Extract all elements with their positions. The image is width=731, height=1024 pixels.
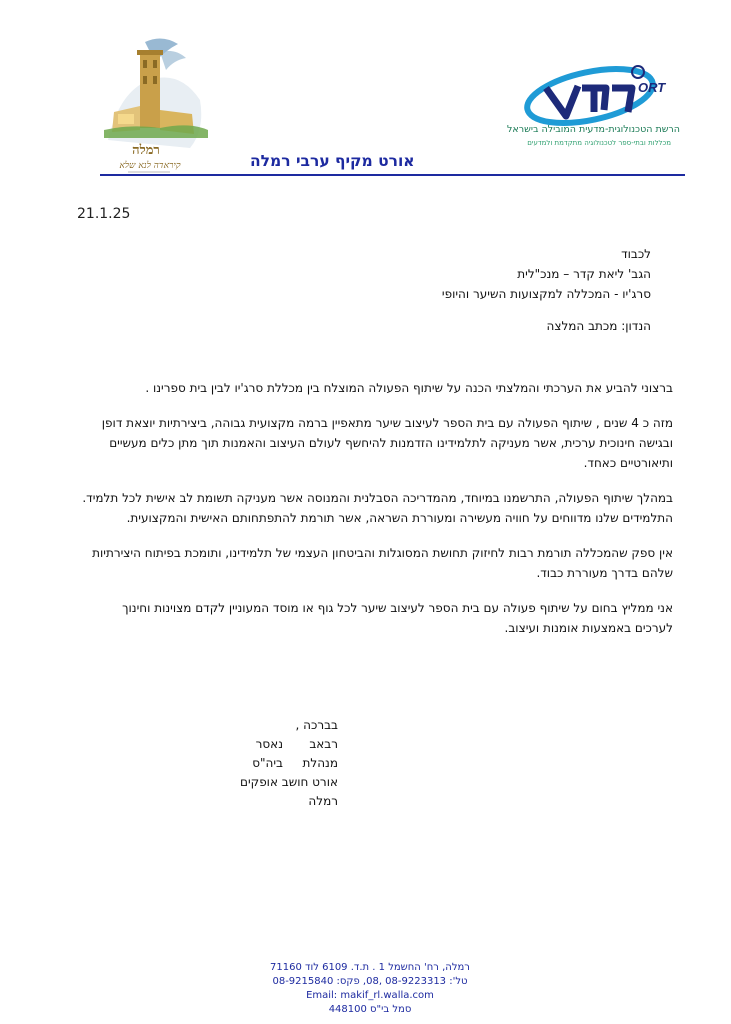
- body-paragraph-2: מזה כ 4 שנים , שיתוף הפעולה עם בית הספר לעיצוב שיער מתאפיין ברמה מקצועית גבוהה, ביצירתיות יוצאת דופן ובגישה חינוכית ערכית, אשר מעניקה לתלמידינו הזדמנות להיחשף לעולם העיצוב והאמנות תוך מתן כלים מעשיים ותיאורטיים כאחד.: [101, 416, 673, 470]
- signature-role-1: מנהלת: [302, 756, 338, 770]
- signature-last-name: נאסר: [255, 737, 283, 751]
- address-line-1: לכבוד: [621, 247, 651, 261]
- footer-phone: טל': 08-9223313 ,08, פקס: 08-9215840: [272, 976, 468, 987]
- signature-block: [218, 716, 338, 811]
- school-title: אורט מקיף ערבי רמלה: [250, 152, 415, 170]
- header-divider: [100, 174, 685, 176]
- signature-role: [218, 754, 338, 773]
- ramla-logo: [100, 30, 210, 180]
- signature-city: רמלה: [308, 794, 338, 808]
- address-line-2: הגב' ליאת קדר – מנכ"לית: [517, 267, 651, 281]
- signature-greeting: בברכה ,: [295, 718, 338, 732]
- signature-role-2: ביה"ס: [252, 756, 283, 770]
- body-paragraph-5: אני ממליץ בחום על שיתוף פעולה עם בית הספר לעיצוב שיער לכל גוף או מוסד המעוניין לקדם מצוינות וחינוך לערכים באמצעות אומנות ועיצוב.: [122, 601, 673, 635]
- ramla-logo-text: רמלה: [132, 143, 160, 158]
- footer-school-code: סמל בי"ס 448100: [328, 1004, 412, 1015]
- body-paragraph-3: במהלך שיתוף הפעולה, התרשמנו במיוחד, מהמדריכה הסבלנית והמנוסה אשר מעניקה תשומת לב אישית לכל תלמיד. התלמידים שלנו מדווחים על חוויה מעשירה ומעוררת השראה, אשר תורמת להתפתחותם האישית והמקצועית.: [82, 491, 673, 525]
- letter-body: [81, 378, 673, 653]
- ort-subtitle: הרשת הטכנולוגית-מדעית המובילה בישראל: [507, 124, 680, 135]
- footer-address: רמלה, רח' החשמל 1 . ת.ד. 6109 לוד 71160: [270, 962, 470, 973]
- letter-subject: הנדון: מכתב המלצה: [546, 319, 651, 333]
- signature-school: אורט חושב אופקים: [240, 775, 338, 789]
- letter-footer: [250, 961, 490, 1017]
- body-paragraph-1: ברצוני להביע את הערכתי והמלצתי הכנה על שיתוף הפעולה המוצלח בין מכללת סרג'יו לבין בית ספרינו .: [145, 381, 673, 395]
- ort-subtitle-secondary: מכללות ובתי-ספר לטכנולוגיה מתקדמת ולמדעים: [527, 139, 671, 147]
- footer-email: Email: makif_rl.walla.com: [306, 990, 434, 1001]
- svg-text:ORT: ORT: [638, 80, 666, 95]
- recipient-address: [442, 244, 651, 304]
- ramla-logo-slogan: קיראדה לנא שלא: [119, 161, 181, 171]
- signature-name: [218, 735, 338, 754]
- letter-date: 21.1.25: [77, 206, 131, 222]
- signature-first-name: רבאב: [309, 737, 338, 751]
- address-line-3: סרג'יו - המכללה למקצועות השיער והיופי: [441, 287, 651, 301]
- body-paragraph-4: אין ספק שהמכללה תורמת רבות לחיזוק תחושת המסוגלות והביטחון העצמי של תלמידינו, ותומכת בפיתוח היצירתיות שלהם בדרך מעוררת כבוד.: [92, 546, 673, 580]
